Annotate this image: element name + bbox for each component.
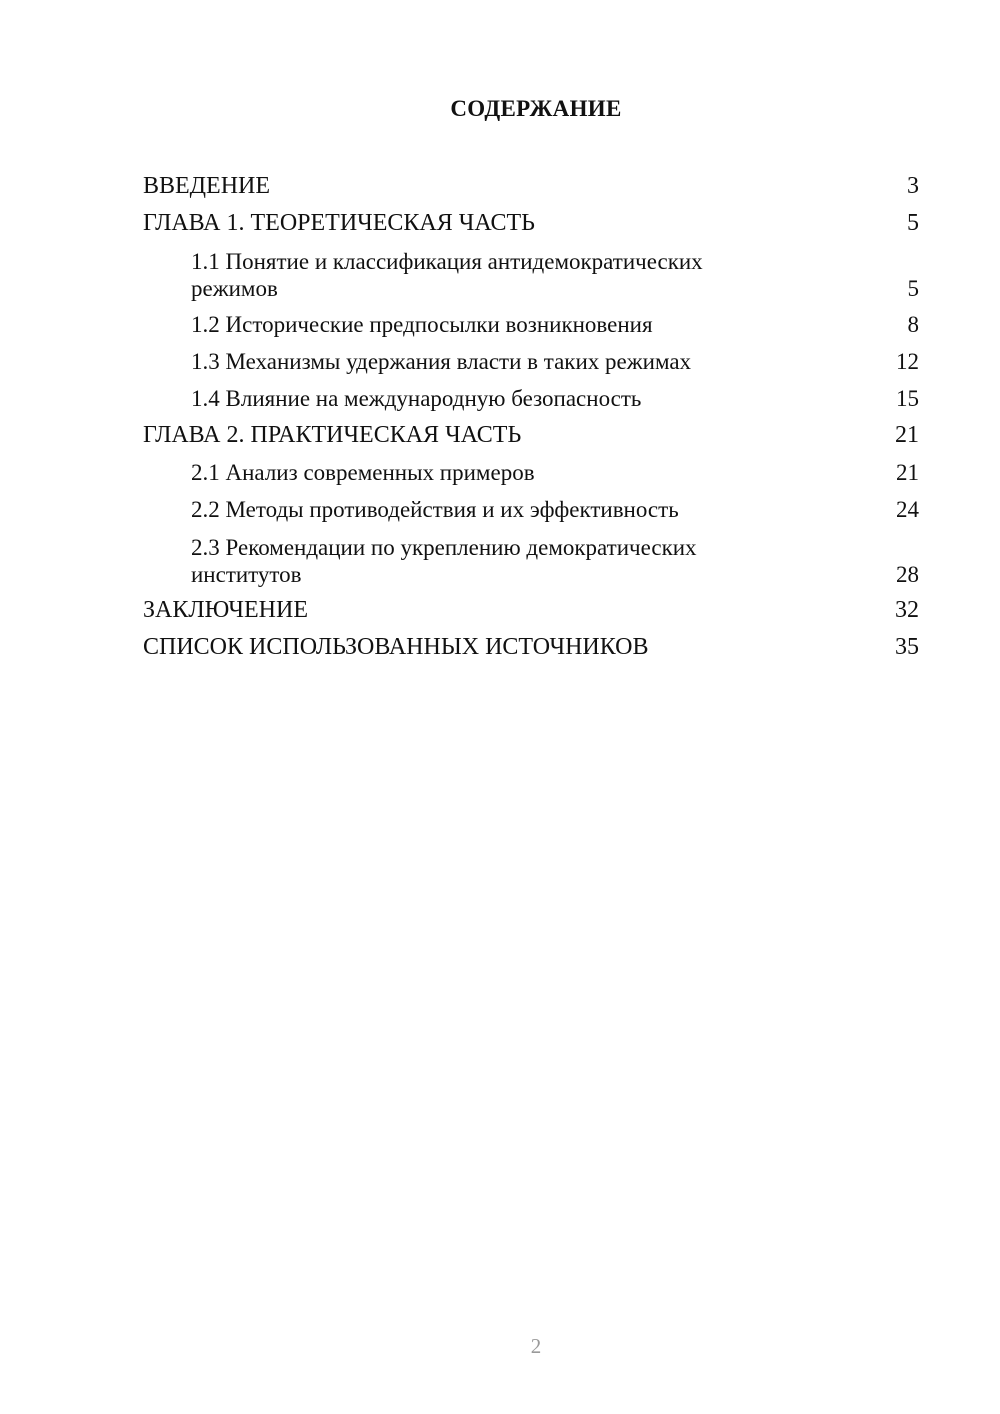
table-of-contents (143, 168, 919, 666)
toc-entry-page: 28 (896, 562, 919, 587)
toc-entry-page: 5 (907, 276, 919, 301)
toc-entry-label: 1.1 Понятие и классификация антидемократических режимов (191, 249, 703, 301)
toc-entry-page: 35 (895, 634, 919, 660)
toc-entry-section-1-1[interactable] (143, 242, 919, 306)
toc-entry-page: 12 (896, 349, 919, 374)
toc-entry-chapter-1[interactable] (143, 205, 919, 242)
toc-entry-label: 1.4 Влияние на международную безопасность (191, 386, 642, 411)
toc-entry-conclusion[interactable] (143, 592, 919, 629)
toc-entry-page: 8 (907, 312, 919, 337)
toc-entry-references[interactable] (143, 629, 919, 666)
toc-entry-label: 1.2 Исторические предпосылки возникновения (191, 312, 653, 337)
toc-entry-page: 21 (895, 422, 919, 448)
toc-entry-section-1-4[interactable] (143, 380, 919, 417)
toc-entry-label: ВВЕДЕНИЕ (143, 173, 271, 199)
toc-entry-label: ЗАКЛЮЧЕНИЕ (143, 597, 308, 623)
toc-entry-introduction[interactable] (143, 168, 919, 205)
toc-entry-section-2-3[interactable] (143, 528, 919, 592)
toc-entry-section-2-2[interactable] (143, 491, 919, 528)
toc-entry-page: 32 (895, 597, 919, 623)
toc-entry-label: 1.3 Механизмы удержания власти в таких режимах (191, 349, 692, 374)
toc-entry-page: 15 (896, 386, 919, 411)
toc-entry-section-2-1[interactable] (143, 454, 919, 491)
toc-entry-page: 24 (896, 497, 919, 522)
page-title: СОДЕРЖАНИЕ (450, 96, 622, 121)
toc-entry-label: 2.2 Методы противодействия и их эффективность (191, 497, 679, 522)
toc-entry-section-1-2[interactable] (143, 306, 919, 343)
toc-entry-label: 2.3 Рекомендации по укреплению демократических институтов (191, 535, 697, 587)
page-number: 2 (530, 1334, 542, 1358)
toc-entry-label: 2.1 Анализ современных примеров (191, 460, 535, 485)
toc-entry-label: ГЛАВА 1. ТЕОРЕТИЧЕСКАЯ ЧАСТЬ (143, 210, 535, 236)
toc-entry-section-1-3[interactable] (143, 343, 919, 380)
toc-entry-page: 5 (907, 210, 919, 236)
toc-entry-page: 3 (907, 173, 919, 199)
toc-entry-label: СПИСОК ИСПОЛЬЗОВАННЫХ ИСТОЧНИКОВ (143, 634, 649, 660)
toc-entry-page: 21 (896, 460, 919, 485)
toc-entry-chapter-2[interactable] (143, 417, 919, 454)
toc-entry-label: ГЛАВА 2. ПРАКТИЧЕСКАЯ ЧАСТЬ (143, 422, 522, 448)
